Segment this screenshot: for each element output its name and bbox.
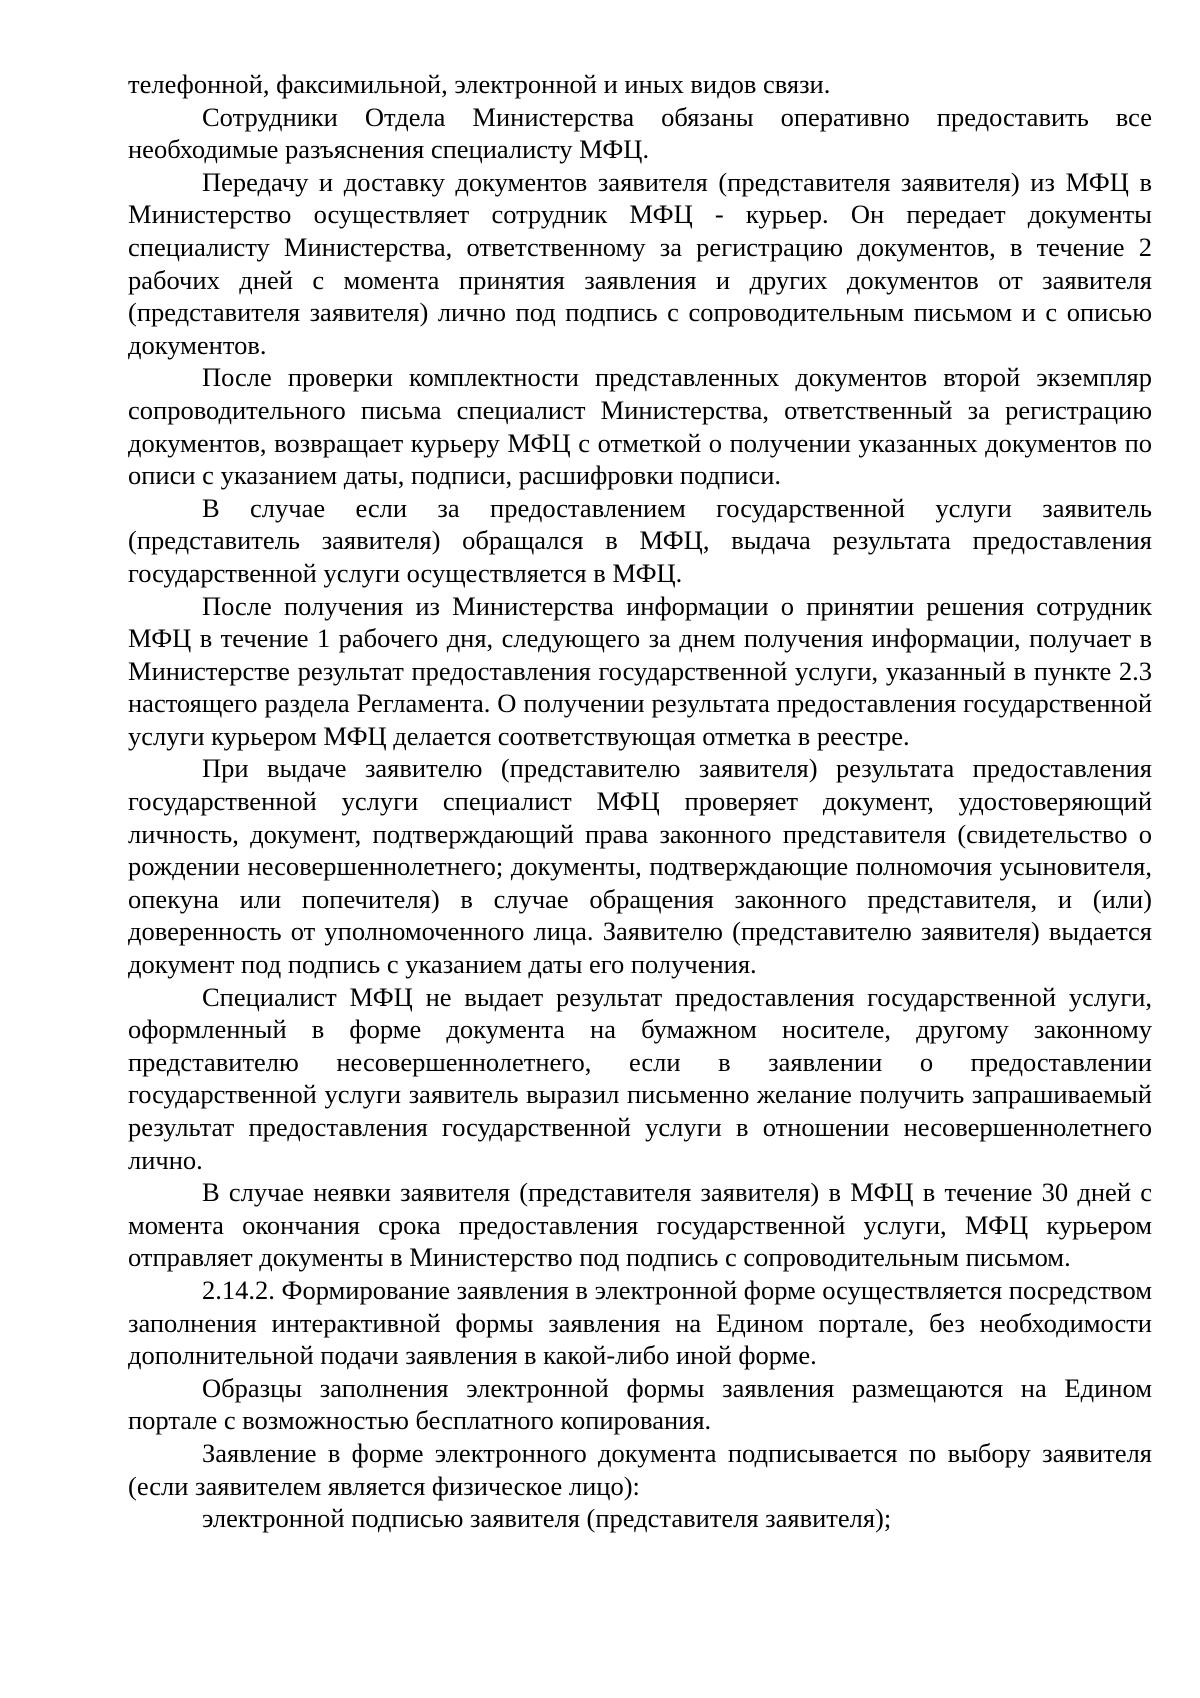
paragraph: После получения из Министерства информации о принятии решения сотрудник МФЦ в течение 1 рабочего дня, следующего за днем получения информации, получает в Министерстве результат предоставления государственной услуги, указанный в пункте 2.3 настоящего раздела Регламента. О получении результата предоставления государственной услуги курьером МФЦ делается соответствующая отметка в реестре. (128, 590, 1152, 751)
paragraph: Специалист МФЦ не выдает результат предоставления государственной услуги, оформленный в форме документа на бумажном носителе, другому законному представителю несовершеннолетнего, если в заявлении о предоставлении государственной услуги заявитель выразил письменно желание получить запрашиваемый результат предоставления государственной услуги в отношении несовершеннолетнего лично. (128, 981, 1152, 1175)
paragraph: В случае неявки заявителя (представителя заявителя) в МФЦ в течение 30 дней с момента окончания срока предоставления государственной услуги, МФЦ курьером отправляет документы в Министерство под подпись с сопроводительным письмом. (128, 1177, 1152, 1273)
paragraph: телефонной, факсимильной, электронной и иных видов связи. (128, 69, 831, 99)
paragraph: Заявление в форме электронного документа подписывается по выбору заявителя (если заявителем является физическое лицо): (128, 1437, 1152, 1501)
paragraph: Сотрудники Отдела Министерства обязаны оперативно предоставить все необходимые разъяснения специалисту МФЦ. (128, 101, 1152, 165)
document-body (128, 68, 1152, 1535)
paragraph: При выдаче заявителю (представителю заявителя) результата предоставления государственной услуги специалист МФЦ проверяет документ, удостоверяющий личность, документ, подтверждающий права законного представителя (свидетельство о рождении несовершеннолетнего; документы, подтверждающие полномочия усыновителя, опекуна или попечителя) в случае обращения законного представителя, и (или) доверенность от уполномоченного лица. Заявителю (представителю заявителя) выдается документ под подпись с указанием даты его получения. (128, 753, 1152, 980)
paragraph: Образцы заполнения электронной формы заявления размещаются на Едином портале с возможностью бесплатного копирования. (128, 1372, 1152, 1436)
paragraph: После проверки комплектности представленных документов второй экземпляр сопроводительного письма специалист Министерства, ответственный за регистрацию документов, возвращает курьеру МФЦ с отметкой о получении указанных документов по описи с указанием даты, подписи, расшифровки подписи. (128, 362, 1152, 491)
paragraph: 2.14.2. Формирование заявления в электронной форме осуществляется посредством заполнения интерактивной формы заявления на Едином портале, без необходимости дополнительной подачи заявления в какой-либо иной форме. (128, 1274, 1152, 1371)
paragraph: электронной подписью заявителя (представителя заявителя); (202, 1503, 892, 1534)
paragraph: Передачу и доставку документов заявителя (представителя заявителя) из МФЦ в Министерство осуществляет сотрудник МФЦ - курьер. Он передает документы специалисту Министерства, ответственному за регистрацию документов, в течение 2 рабочих дней с момента принятия заявления и других документов от заявителя (представителя заявителя) лично под подпись с сопроводительным письмом и с описью документов. (128, 166, 1152, 360)
paragraph: В случае если за предоставлением государственной услуги заявитель (представитель заявителя) обращался в МФЦ, выдача результата предоставления государственной услуги осуществляется в МФЦ. (128, 492, 1152, 588)
